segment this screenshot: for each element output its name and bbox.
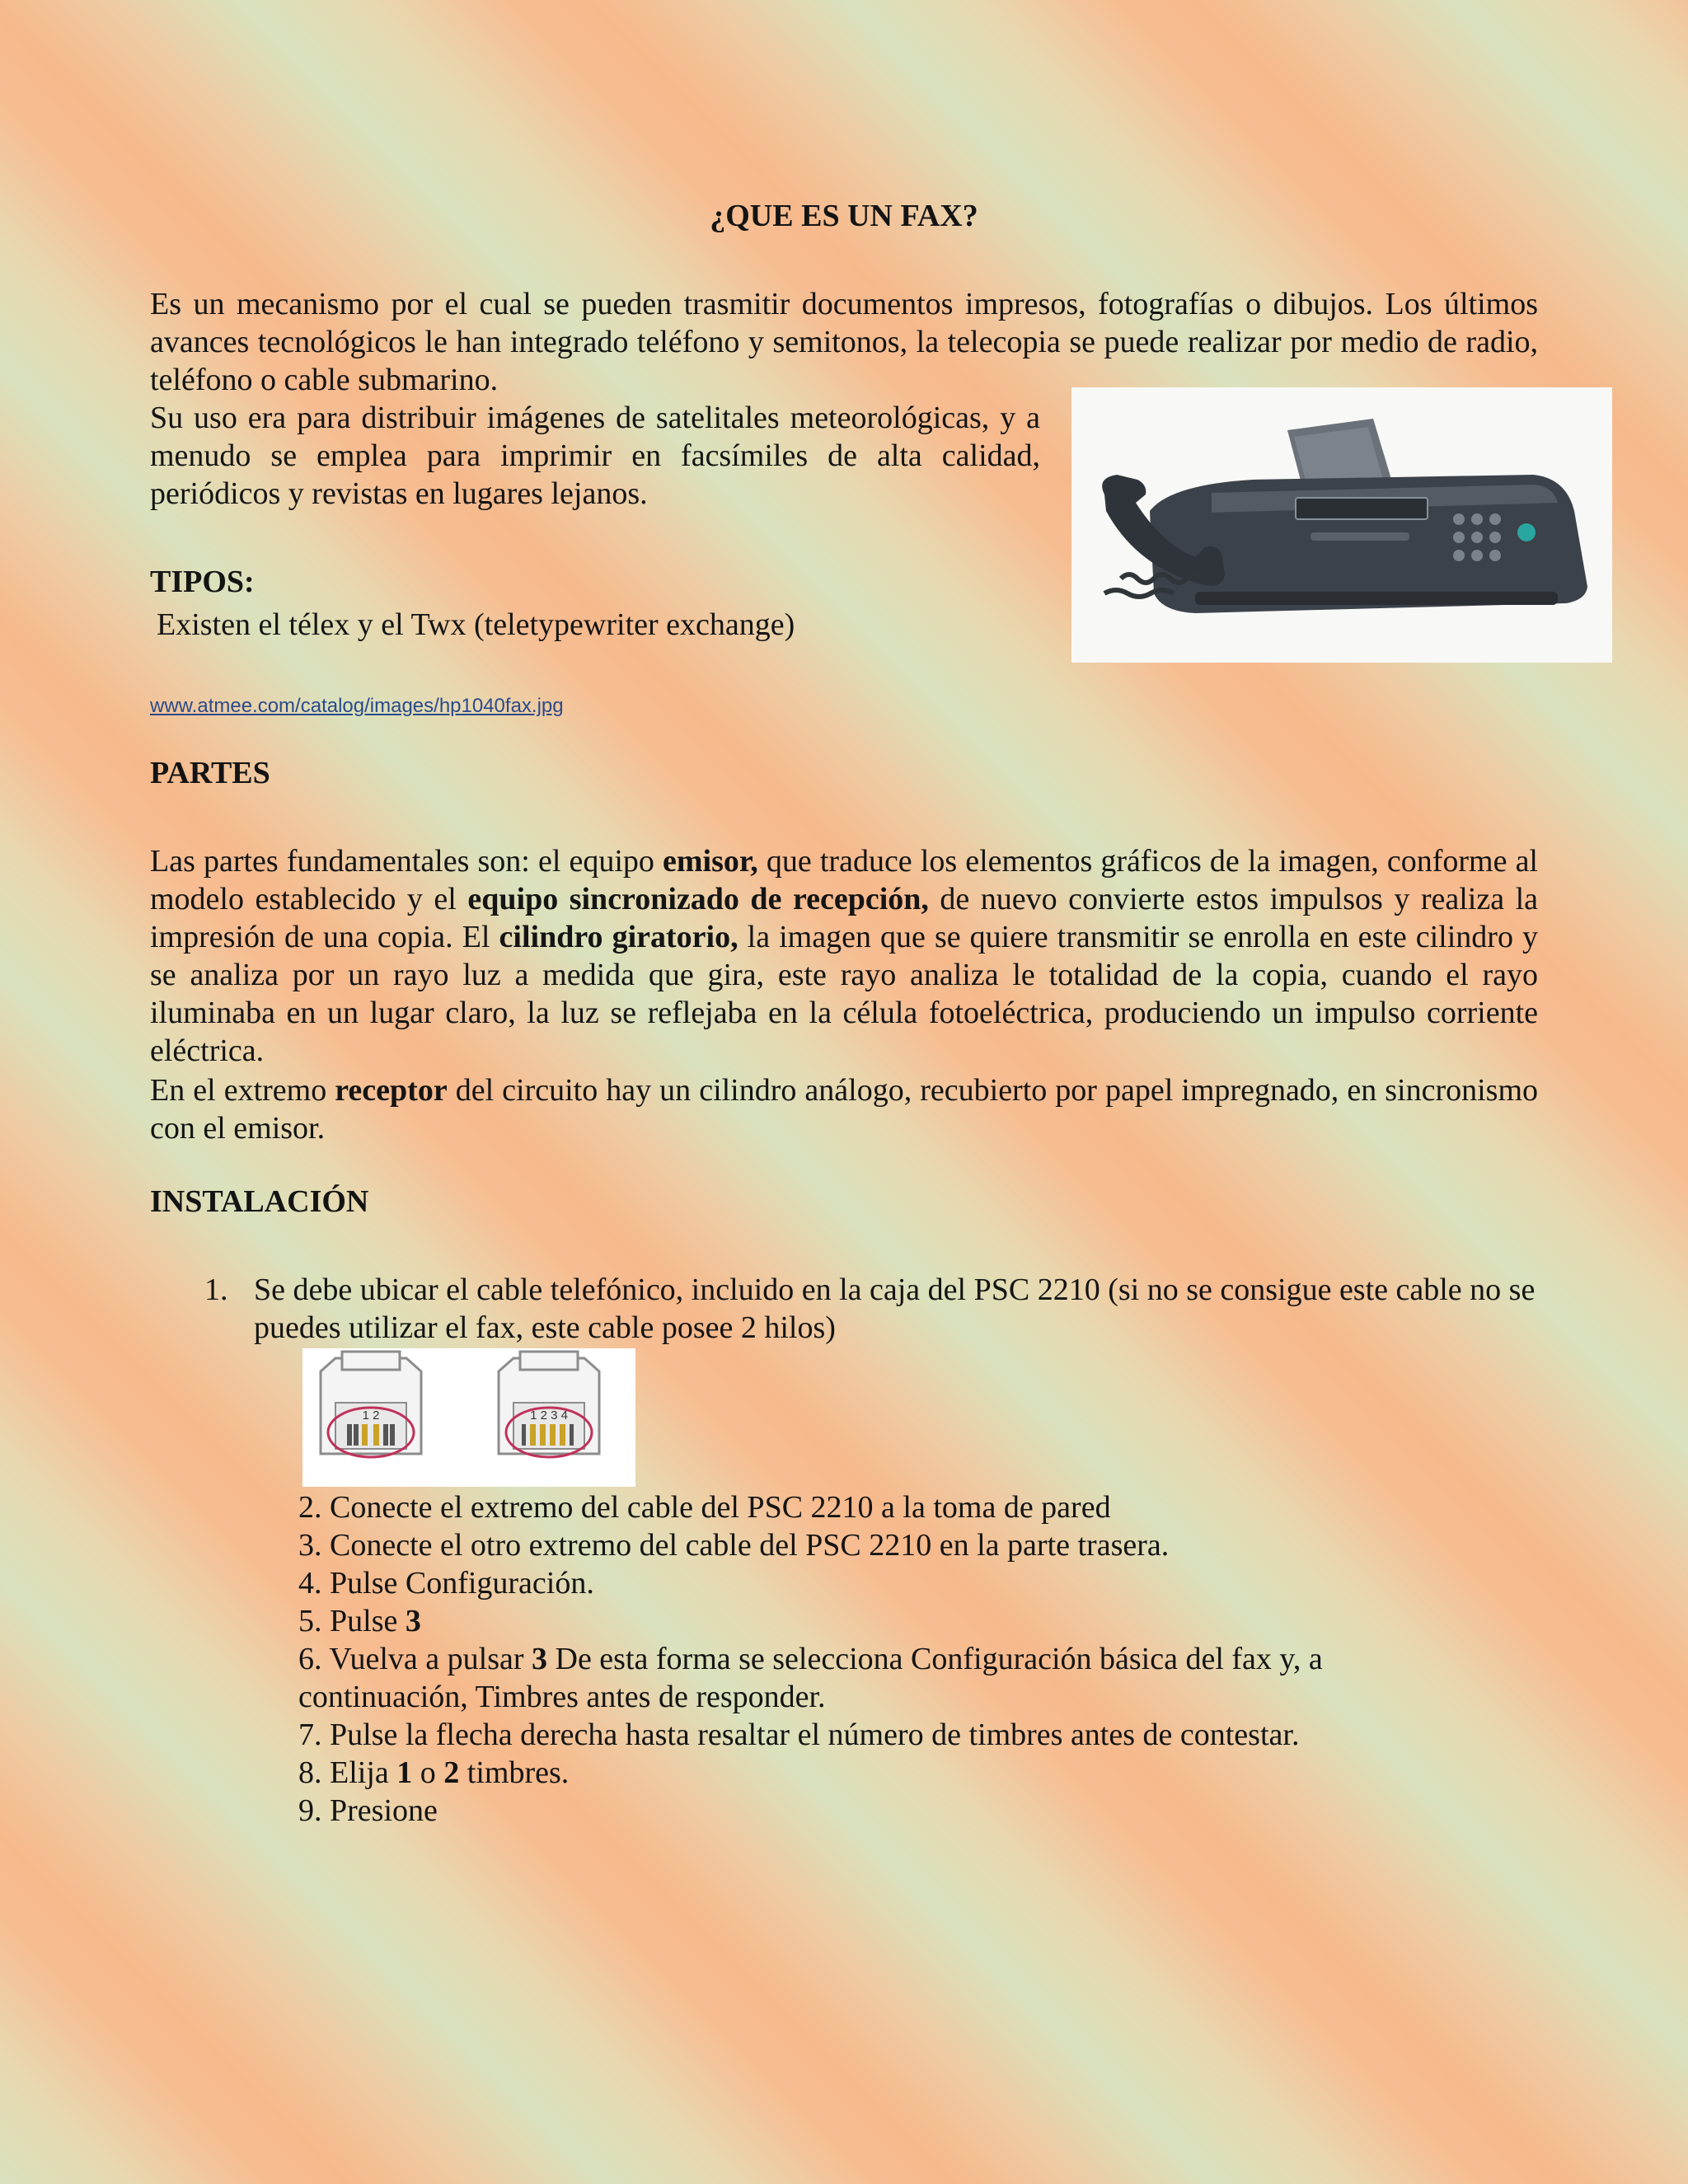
step-9: 9. Presione bbox=[298, 1793, 438, 1828]
intro-paragraph: Es un mecanismo por el cual se pueden trasmitir documentos impresos, fotografías o dibujos. Los últimos avances tecnológicos le han integrado teléfono y semitonos, la telecopia se puede realizar por medio de radio, teléfono o cable submarino. bbox=[150, 287, 1538, 397]
list-number: 1. bbox=[204, 1272, 228, 1307]
instalacion-heading: INSTALACIÓN bbox=[150, 1184, 369, 1219]
step-8: 8. Elija 1 o 2 timbres. bbox=[298, 1755, 570, 1790]
fax-machine-image bbox=[1071, 387, 1612, 663]
partes-heading: PARTES bbox=[150, 756, 270, 790]
step-2: 2. Conecte el extremo del cable del PSC 2210 a la toma de pared bbox=[298, 1490, 1111, 1525]
step-4: 4. Pulse Configuración. bbox=[298, 1566, 594, 1601]
rj45-connector-icon bbox=[499, 1352, 599, 1457]
list-item-text: Se debe ubicar el cable telefónico, incluido en la caja del PSC 2210 (si no se consigue este cable no se puedes utilizar el fax, este cable posee 2 hilos) bbox=[254, 1272, 1536, 1345]
receptor-paragraph: En el extremo receptor del circuito hay un cilindro análogo, recubierto por papel impregnado, en sincronismo con el emisor. bbox=[150, 1073, 1539, 1146]
step-3: 3. Conecte el otro extremo del cable del PSC 2210 en la parte trasera. bbox=[298, 1528, 1170, 1563]
svg-text:1 2: 1 2 bbox=[362, 1408, 380, 1422]
usage-paragraph: Su uso era para distribuir imágenes de satelitales meteorológicas, y a menudo se emplea para imprimir en facsímiles de alta calidad, periódicos y revistas en lugares lejanos. bbox=[150, 401, 1040, 511]
step-5: 5. Pulse 3 bbox=[298, 1604, 421, 1638]
step-7: 7. Pulse la flecha derecha hasta resaltar el número de timbres antes de contestar. bbox=[298, 1718, 1300, 1752]
install-steps bbox=[298, 1488, 1452, 1830]
step-6: 6. Vuelva a pulsar 3 De esta forma se selecciona Configuración básica del fax y, a continuación, Timbres antes de responder. bbox=[298, 1642, 1323, 1714]
rj-connector-image bbox=[302, 1348, 635, 1487]
tipos-text: Existen el télex y el Twx (teletypewriter exchange) bbox=[157, 607, 795, 642]
tipos-heading: TIPOS: bbox=[150, 565, 255, 599]
page-title: ¿QUE ES UN FAX? bbox=[710, 199, 978, 233]
partes-paragraph: Las partes fundamentales son: el equipo emisor, que traduce los elementos gráficos de la imagen, conforme al modelo establecido y el equipo sincronizado de recepción, de nuevo convierte estos impulsos y realiza la impresión de una copia. El cilindro giratorio, la imagen que se quiere transmitir se enrolla en este cilindro y se analiza por un rayo luz a medida que gira, este rayo analiza le totalidad de la copia, cuando el rayo iluminaba en un lugar claro, la luz se reflejaba en la célula fotoeléctrica, produciendo un impulso corriente eléctrica. bbox=[150, 844, 1538, 1068]
rj11-connector-icon bbox=[321, 1352, 421, 1457]
image-source-link[interactable]: www.atmee.com/catalog/images/hp1040fax.jpg bbox=[150, 695, 564, 717]
svg-text:1 2 3 4: 1 2 3 4 bbox=[530, 1408, 568, 1422]
